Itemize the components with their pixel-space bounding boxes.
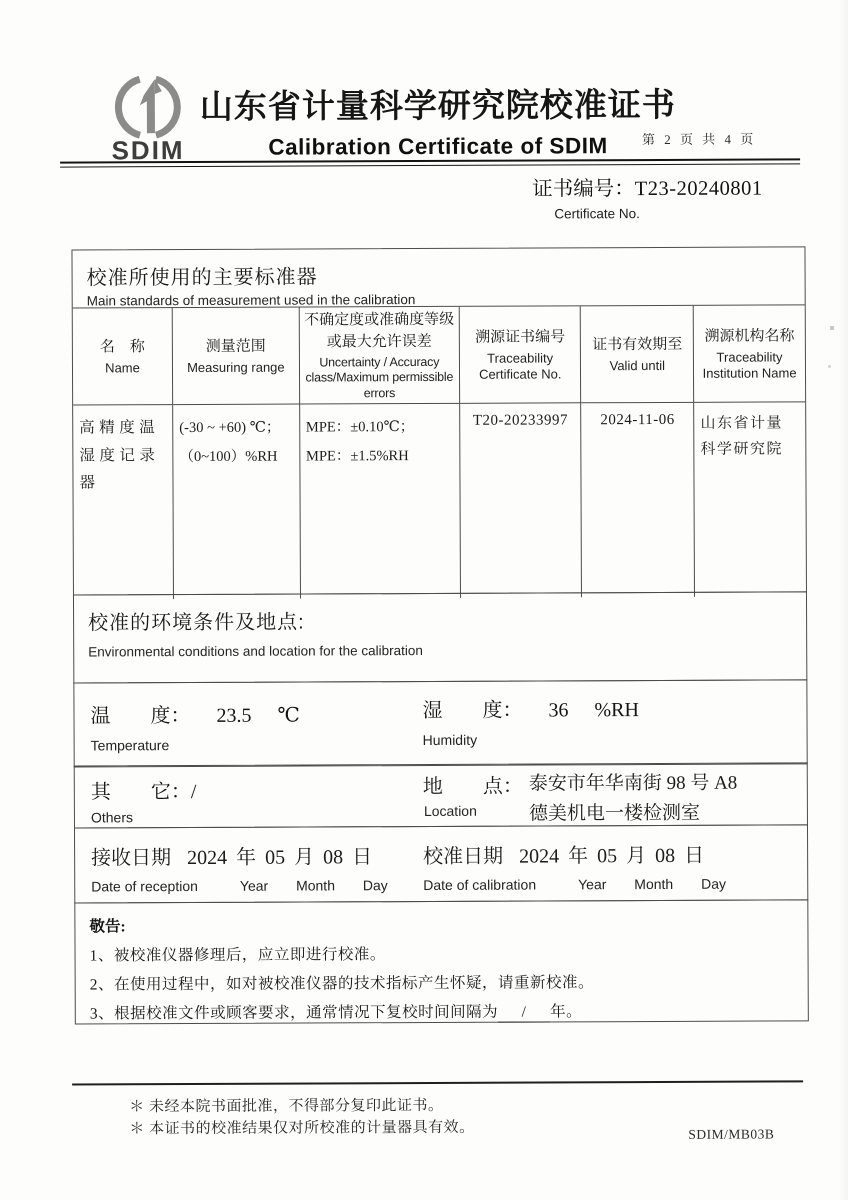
footer-note-2: ＊ 本证书的校准结果仅对所校准的计量器具有效。	[129, 1119, 475, 1138]
col-range-en: Measuring range	[187, 359, 285, 375]
scan-speck	[830, 326, 834, 330]
others-location-row	[74, 763, 808, 829]
col-header-trace-cert	[459, 306, 581, 403]
others-label-en: Others	[90, 809, 133, 826]
col-valid-en: Valid until	[609, 357, 666, 374]
reception-date-value: 2024 年 05 月 08 日	[187, 846, 373, 870]
col-institution-en: Traceability Institution Name	[702, 349, 797, 381]
temperature-unit: ℃	[277, 704, 300, 727]
mpe-cell	[299, 404, 460, 599]
environment-title-zh: 校准的环境条件及地点:	[88, 611, 305, 635]
standards-table	[73, 305, 806, 599]
certificate-number-label-en: Certificate No.	[554, 206, 640, 222]
notice-item-3	[90, 998, 808, 1024]
col-name-zh: 名 称	[99, 338, 145, 356]
scan-speck	[828, 365, 831, 368]
institution-cell: 山东省计量科学研究院	[694, 402, 806, 596]
calibration-date-value: 2024 年 05 月 08 日	[519, 845, 705, 868]
calibration-date-block	[423, 839, 726, 893]
standards-table-header-row	[73, 305, 805, 405]
others-label-zh: 其 它：	[90, 781, 191, 804]
calibration-date-units-en: Year Month Day	[578, 875, 726, 893]
sdim-logo	[98, 75, 198, 166]
title-zh: 山东省计量科学研究院校准证书	[199, 87, 676, 126]
form-number: SDIM/MB03B	[688, 1126, 775, 1142]
notice-item3-suffix: 年。	[550, 1003, 583, 1021]
standards-table-data-row	[73, 402, 806, 599]
mpe-line2: MPE：±1.5%RH	[306, 447, 409, 465]
scan-edge-shadow	[838, 0, 848, 1200]
temperature-block	[90, 698, 300, 753]
notice-item-1: 1、被校准仪器修理后，应立即进行校准。	[89, 946, 386, 965]
col-uncertainty-zh: 不确定度或准确度等级或最大允许误差	[304, 310, 455, 351]
standards-section	[71, 246, 807, 595]
range-line2: （0~100）%RH	[179, 448, 278, 465]
col-trace-en: Traceability Certificate No.	[479, 350, 562, 382]
page-number: 第 2 页 共 4 页	[641, 131, 757, 148]
temperature-value: 23.5	[216, 704, 252, 727]
notice-title: 敬告:	[89, 918, 126, 936]
col-header-uncertainty	[299, 307, 460, 405]
humidity-label-zh: 湿 度：	[422, 699, 523, 722]
col-range-zh: 测量范围	[205, 337, 266, 356]
standards-section-header	[72, 247, 804, 308]
footer-divider	[72, 1080, 803, 1085]
notice-section	[74, 899, 809, 1024]
temperature-humidity-row	[73, 679, 807, 767]
environment-title-en: Environmental conditions and location for the calibration	[88, 642, 423, 660]
reception-date-label-zh: 接收日期	[91, 847, 172, 870]
col-header-name	[73, 308, 173, 405]
location-label-zh: 地 点：	[422, 776, 523, 799]
reception-date-units-en: Year Month Day	[239, 877, 388, 895]
humidity-block	[422, 693, 639, 748]
measuring-range-cell	[173, 404, 300, 599]
location-line2: 德美机电一楼检测室	[528, 802, 700, 825]
certificate-number-label: 证书编号：	[532, 178, 635, 201]
footer-note-1: ＊ 未经本院书面批准，不得部分复印此证书。	[129, 1097, 444, 1116]
location-label-en: Location	[423, 803, 477, 820]
document-title	[198, 79, 678, 161]
certificate-number	[532, 171, 762, 202]
standards-title-en: Main standards of measurement used in the calibration	[86, 292, 416, 309]
temperature-label-zh: 温 度：	[90, 704, 191, 728]
col-header-institution	[693, 305, 805, 402]
col-header-valid-until	[581, 306, 694, 403]
others-block	[91, 775, 197, 825]
title-en: Calibration Certificate of SDIM	[268, 133, 608, 160]
environment-section-header	[73, 591, 807, 683]
location-block	[423, 769, 803, 830]
standard-name-cell: 高精度温湿度记录器	[73, 405, 173, 599]
others-value: /	[190, 781, 197, 804]
reception-date-block	[91, 840, 388, 894]
col-trace-zh: 溯源证书编号	[475, 328, 566, 346]
col-name-en: Name	[105, 360, 140, 376]
mpe-line1: MPE：±0.10℃；	[305, 419, 415, 436]
humidity-label-en: Humidity	[422, 731, 478, 748]
calibration-date-label-en: Date of calibration	[423, 876, 537, 894]
temperature-label-en: Temperature	[90, 736, 170, 754]
trace-cert-no-cell: T20-20233997	[460, 403, 582, 598]
location-line1: 泰安市年华南街 98 号 A8	[528, 773, 738, 795]
col-header-range	[172, 308, 299, 405]
notice-item3-prefix: 3、根据校准文件或顾客要求，通常情况下复校时间间隔为	[89, 1003, 499, 1023]
range-line1: (-30 ~ +60) ℃；	[179, 420, 281, 437]
certificate-body	[71, 246, 808, 1024]
notice-item3-interval-blank: /	[498, 1004, 550, 1023]
col-valid-zh: 证书有效期至	[592, 336, 683, 354]
logo-text: SDIM	[111, 135, 185, 166]
dates-row	[74, 825, 808, 904]
sdim-emblem-icon	[111, 75, 185, 139]
notice-item-2: 2、在使用过程中，如对被校准仪器的技术指标产生怀疑，请重新校准。	[89, 974, 594, 994]
col-institution-zh: 溯源机构名称	[704, 327, 795, 345]
humidity-unit: %RH	[594, 698, 639, 721]
humidity-value: 36	[548, 698, 569, 722]
standards-title-zh: 校准所使用的主要标准器	[86, 266, 318, 290]
reception-date-label-en: Date of reception	[91, 878, 198, 895]
calibration-date-label-zh: 校准日期	[423, 845, 504, 869]
valid-until-cell: 2024-11-06	[581, 403, 695, 597]
col-uncertainty-en: Uncertainty / Accuracy class/Maximum permissible errors	[305, 354, 454, 401]
certificate-number-value: T23-20240801	[634, 177, 763, 201]
